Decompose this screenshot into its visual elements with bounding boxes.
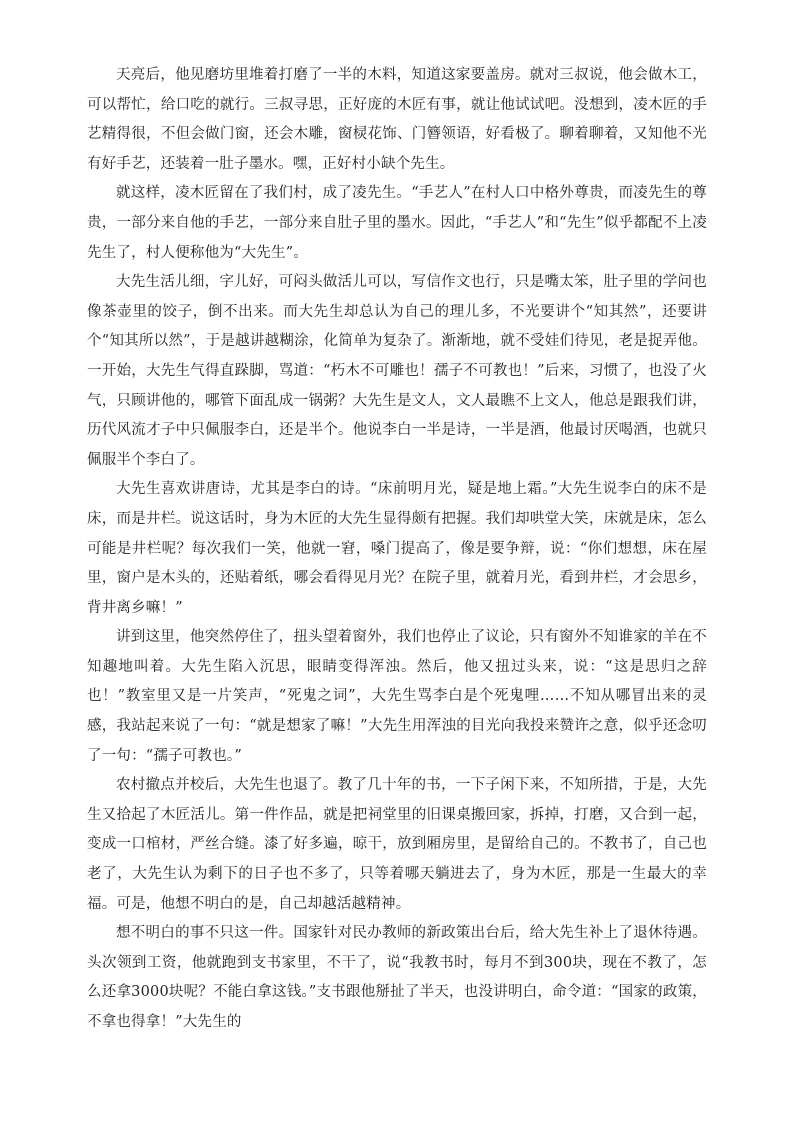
paragraph-7: 想不明白的事不只这一件。国家针对民办教师的新政策出台后，给大先生补上了退休待遇。头次领到工资，他就跑到支书家里，不干了，说“我教书时，每月不到300块，现在不教了，怎么还拿3000块呢？不能白拿这钱。”支书跟他掰扯了半天，也没讲明白，命令道：“国家的政策，不拿也得拿！”大先生的 <box>87 925 707 1030</box>
paragraph-1: 天亮后，他见磨坊里堆着打磨了一半的木料，知道这家要盖房。就对三叔说，他会做木工，可以帮忙，给口吃的就行。三叔寻思，正好庞的木匠有事，就让他试试吧。没想到，凌木匠的手艺精得很，不但会做门窗，还会木雕，窗棂花饰、门簪领语，好看极了。聊着聊着，又知他不光有好手艺，还装着一肚子墨水。嘿，正好村小缺个先生。 <box>87 67 707 172</box>
paragraph-6: 农村撤点并校后，大先生也退了。教了几十年的书，一下子闲下来，不知所措，于是，大先生又拾起了木匠活儿。第一件作品，就是把祠堂里的旧课桌搬回家，拆掉，打磨，又合到一起，变成一口棺材，严丝合缝。漆了好多遍，晾干，放到厢房里，是留给自己的。不教书了，自己也老了，大先生认为剩下的日子也不多了，只等着哪天躺进去了，身为木匠，那是一生最大的幸福。可是，他想不明白的是，自己却越活越精神。 <box>87 777 707 912</box>
paragraph-4: 大先生喜欢讲唐诗，尤其是李白的诗。“床前明月光，疑是地上霜。”大先生说李白的床不是床，而是井栏。说这话时，身为木匠的大先生显得颇有把握。我们却哄堂大笑，床就是床，怎么可能是井栏呢？每次我们一笑，他就一窘，嗓门提高了，像是要争辩，说：“你们想想，床在屋里，窗户是木头的，还贴着纸，哪会看得见月光？在院子里，就着月光，看到井栏，才会思乡，背井离乡嘛！” <box>87 481 707 616</box>
paragraph-5: 讲到这里，他突然停住了，扭头望着窗外，我们也停止了议论，只有窗外不知谁家的羊在不知趣地叫着。大先生陷入沉思，眼睛变得浑浊。然后，他又扭过头来，说：“这是思归之辞也！”教室里又是一片笑声，“死鬼之词”，大先生骂李白是个死鬼哩……不知从哪冒出来的灵感，我站起来说了一句：“就是想家了嘛！”大先生用浑浊的目光向我投来赞许之意，似乎还念叨了一句：“孺子可教也。” <box>87 629 707 764</box>
paragraph-3: 大先生活儿细，字儿好，可闷头做活儿可以，写信作文也行，只是嘴太笨，肚子里的学问也像茶壶里的饺子，倒不出来。而大先生却总认为自己的理儿多，不光要讲个“知其然”，还要讲个“知其所以然”，于是越讲越糊涂，化简单为复杂了。渐渐地，就不受娃们待见，老是捉弄他。一开始，大先生气得直跺脚，骂道：“朽木不可雕也！孺子不可教也！”后来，习惯了，也没了火气，只顾讲他的，哪管下面乱成一锅粥？大先生是文人，文人最瞧不上文人，他总是跟我们讲，历代风流才子中只佩服李白，还是半个。他说李白一半是诗，一半是酒，他最讨厌喝酒，也就只佩服半个李白了。 <box>87 274 707 468</box>
body-text <box>87 61 707 1038</box>
paragraph-2: 就这样，凌木匠留在了我们村，成了凌先生。“手艺人”在村人口中格外尊贵，而凌先生的尊贵，一部分来自他的手艺，一部分来自肚子里的墨水。因此，“手艺人”和“先生”似乎都配不上凌先生了，村人便称他为“大先生”。 <box>87 185 707 261</box>
